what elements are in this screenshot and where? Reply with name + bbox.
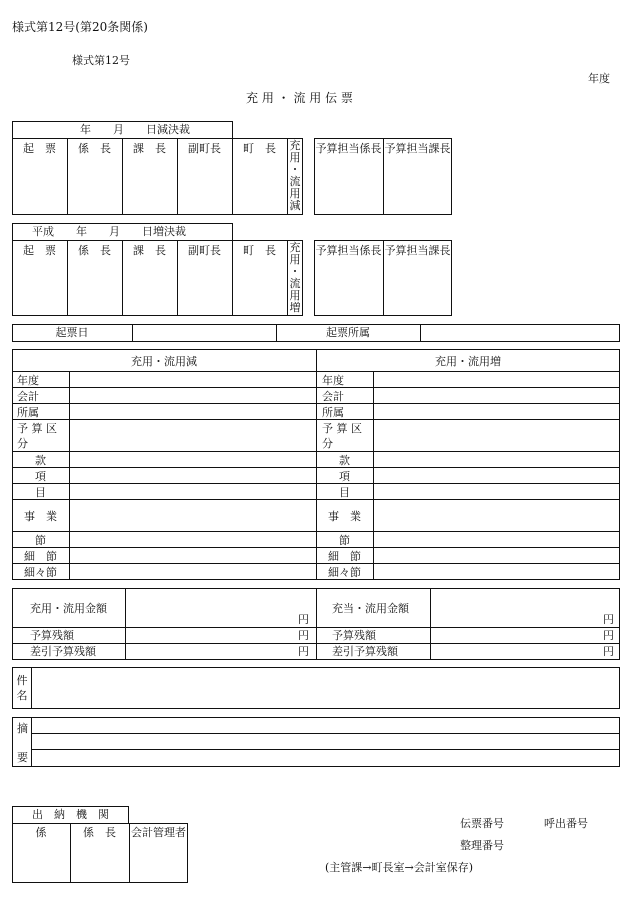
row-label-project: 事 業 bbox=[24, 510, 57, 523]
decrease-title: 充用・流用減 bbox=[131, 355, 197, 368]
cashier-col-clerk: 係 bbox=[35, 826, 47, 839]
row-label-kou: 項 bbox=[35, 470, 46, 483]
stamp-col-chief: 係 長 bbox=[78, 142, 111, 155]
row-label-kan: 款 bbox=[339, 454, 350, 467]
row-label-budget-class-2: 分 bbox=[322, 437, 333, 450]
cashier-col-chief: 係 長 bbox=[83, 826, 116, 839]
origin-date-label: 起票日 bbox=[55, 326, 89, 339]
amount-label-transfer: 充用・流用金額 bbox=[30, 602, 107, 615]
stamp-col-mayor: 町 長 bbox=[243, 142, 276, 155]
yen-unit: 円 bbox=[298, 629, 309, 642]
fiscal-year-label: 年度 bbox=[588, 72, 610, 85]
yen-unit: 円 bbox=[603, 645, 614, 658]
amount-label-net-remaining: 差引予算残額 bbox=[30, 645, 96, 658]
row-label-project: 事 業 bbox=[328, 510, 361, 523]
yen-unit: 円 bbox=[603, 629, 614, 642]
row-label-setsu: 節 bbox=[35, 534, 46, 547]
origin-date-field[interactable] bbox=[133, 325, 275, 341]
increase-vertical-label: 充 用 ・ 流 用 増 bbox=[289, 241, 301, 314]
summary-label-top: 摘 bbox=[17, 722, 28, 735]
origin-dept-field[interactable] bbox=[421, 325, 619, 341]
row-label-department: 所属 bbox=[17, 406, 39, 419]
stamp-col-chief: 係 長 bbox=[78, 244, 111, 257]
slip-number-label: 伝票番号 bbox=[460, 817, 504, 830]
row-label-moku: 目 bbox=[339, 486, 350, 499]
stamp-col-mayor: 町 長 bbox=[243, 244, 276, 257]
row-label-department: 所属 bbox=[322, 406, 344, 419]
stamp-col-section-head: 課 長 bbox=[133, 142, 166, 155]
increase-title: 充用・流用増 bbox=[435, 355, 501, 368]
amount-label-net-remaining: 差引予算残額 bbox=[332, 645, 398, 658]
stamp-col-section-head: 課 長 bbox=[133, 244, 166, 257]
row-label-sub-setsu: 細 節 bbox=[328, 550, 361, 563]
call-number-label: 呼出番号 bbox=[544, 817, 588, 830]
page-title: 充 用 ・ 流 用 伝 票 bbox=[246, 91, 353, 105]
yen-unit: 円 bbox=[298, 645, 309, 658]
cashier-col-accounting-manager: 会計管理者 bbox=[131, 826, 186, 839]
row-label-account: 会計 bbox=[322, 390, 344, 403]
amount-label-remaining: 予算残額 bbox=[332, 629, 376, 642]
budget-col-section-head: 予算担当課長 bbox=[384, 244, 451, 257]
row-label-sub-sub-setsu: 細々節 bbox=[328, 566, 361, 579]
budget-col-chief: 予算担当係長 bbox=[315, 244, 382, 257]
amount-label-remaining: 予算残額 bbox=[30, 629, 74, 642]
row-label-sub-setsu: 細 節 bbox=[24, 550, 57, 563]
routing-note: (主管課→町長室→会計室保存) bbox=[325, 861, 474, 874]
row-label-kan: 款 bbox=[35, 454, 46, 467]
decrease-vertical-label: 充 用 ・ 流 用 減 bbox=[289, 139, 301, 212]
row-label-sub-sub-setsu: 細々節 bbox=[24, 566, 57, 579]
subject-field[interactable] bbox=[32, 668, 619, 708]
budget-col-chief: 予算担当係長 bbox=[315, 142, 382, 155]
summary-field[interactable] bbox=[32, 718, 619, 766]
stamp-col-originator: 起 票 bbox=[23, 142, 56, 155]
row-label-kou: 項 bbox=[339, 470, 350, 483]
form-reference: 様式第12号(第20条関係) bbox=[12, 20, 148, 34]
cashier-header: 出 納 機 関 bbox=[32, 808, 109, 821]
stamp-col-deputy-mayor: 副町長 bbox=[188, 244, 221, 257]
row-label-setsu: 節 bbox=[339, 534, 350, 547]
row-label-budget-class: 予 算 区 bbox=[17, 422, 57, 435]
origin-dept-label: 起票所属 bbox=[326, 326, 370, 339]
stamp-col-originator: 起 票 bbox=[23, 244, 56, 257]
row-label-account: 会計 bbox=[17, 390, 39, 403]
increase-approval-header: 平成 年 月 日増決裁 bbox=[32, 225, 186, 238]
row-label-moku: 目 bbox=[35, 486, 46, 499]
row-label-fiscal-year: 年度 bbox=[322, 374, 344, 387]
yen-unit: 円 bbox=[298, 613, 309, 626]
row-label-fiscal-year: 年度 bbox=[17, 374, 39, 387]
row-label-budget-class-2: 分 bbox=[17, 437, 28, 450]
reference-number-label: 整理番号 bbox=[460, 839, 504, 852]
yen-unit: 円 bbox=[603, 613, 614, 626]
form-number: 様式第12号 bbox=[72, 54, 130, 67]
stamp-col-deputy-mayor: 副町長 bbox=[188, 142, 221, 155]
summary-label-bottom: 要 bbox=[17, 751, 28, 764]
row-label-budget-class: 予 算 区 bbox=[322, 422, 362, 435]
amount-label-transfer: 充当・流用金額 bbox=[332, 602, 409, 615]
subject-label: 件 名 bbox=[16, 674, 28, 702]
decrease-approval-header: 年 月 日減決裁 bbox=[80, 123, 190, 136]
budget-col-section-head: 予算担当課長 bbox=[384, 142, 451, 155]
